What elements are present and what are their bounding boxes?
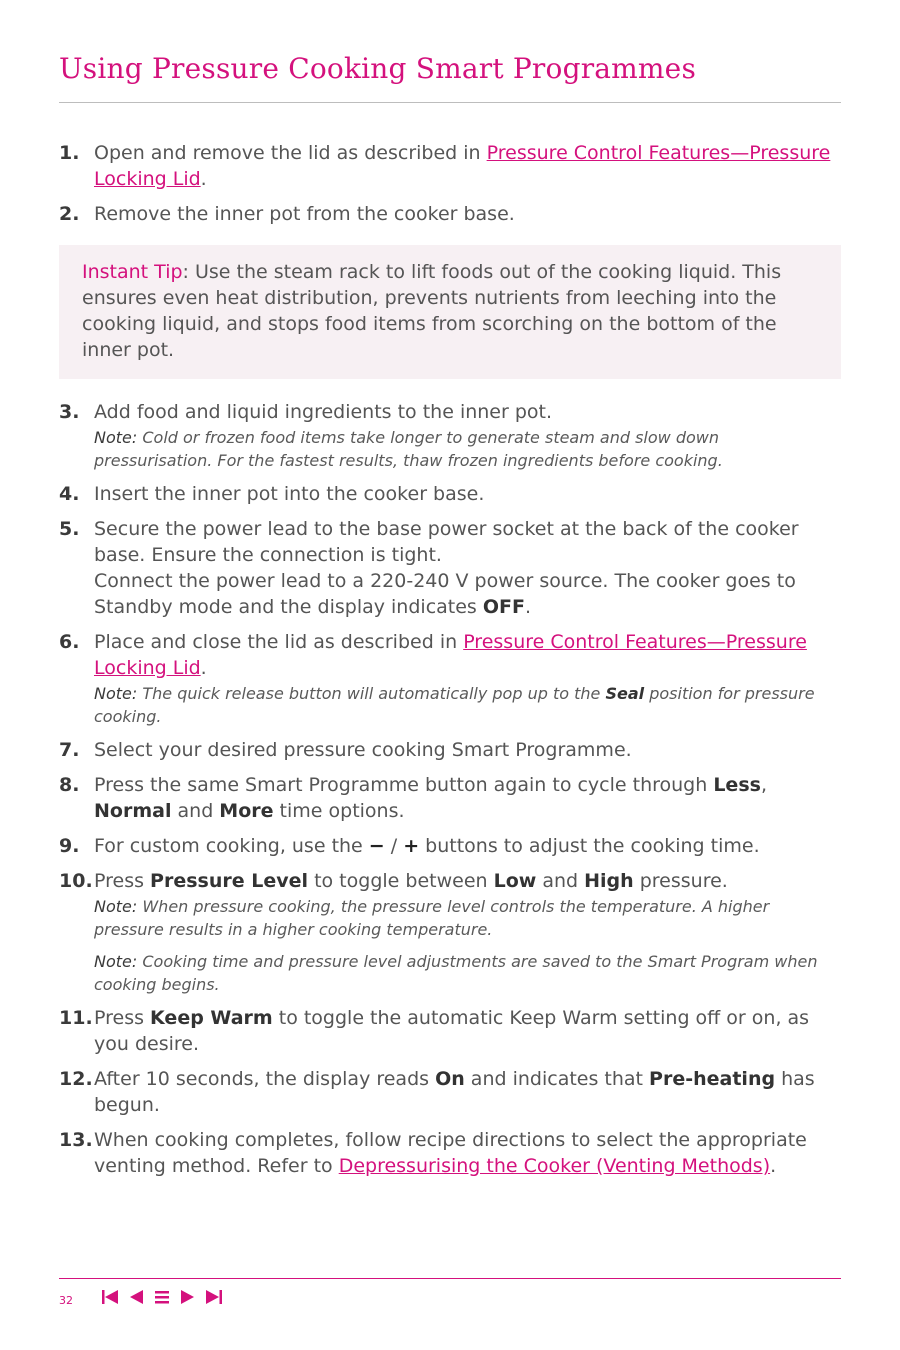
step-number: 4. xyxy=(59,483,80,505)
less-keyword: Less xyxy=(713,774,761,796)
step-5 xyxy=(59,516,841,620)
note-text-2: position for pressure cooking. xyxy=(94,684,815,726)
depressurising-link[interactable]: Depressurising the Cooker (Venting Methods) xyxy=(338,1155,771,1177)
first-page-icon[interactable] xyxy=(101,1288,119,1306)
low-keyword: Low xyxy=(493,870,537,892)
note-text: The quick release button will automatically pop up to the xyxy=(137,684,606,703)
step-number: 11. xyxy=(59,1007,93,1029)
step-text: to toggle the automatic Keep Warm setting off or on, as you desire. xyxy=(94,1007,810,1055)
page-navigation xyxy=(101,1288,223,1306)
step-3 xyxy=(59,399,841,472)
step-2 xyxy=(59,201,841,227)
note-text: Cooking time and pressure level adjustments are saved to the Smart Program when cooking begins. xyxy=(94,952,818,994)
next-page-icon[interactable] xyxy=(179,1288,197,1306)
normal-keyword: Normal xyxy=(94,800,172,822)
step-number: 7. xyxy=(59,739,80,761)
step-text: Add food and liquid ingredients to the inner pot. xyxy=(94,401,553,423)
step-text-2: Connect the power lead to a 220-240 V power source. The cooker goes to Standby mode and the display indicates xyxy=(94,570,796,618)
step-4 xyxy=(59,481,841,507)
step-number: 13. xyxy=(59,1129,93,1151)
step-text: time options. xyxy=(273,800,405,822)
step-10 xyxy=(59,868,841,996)
step-number: 5. xyxy=(59,518,80,540)
title-divider xyxy=(59,102,841,103)
step-text: Open and remove the lid as described in xyxy=(94,142,487,164)
instant-tip-box xyxy=(59,245,841,379)
step-text: Secure the power lead to the base power socket at the back of the cooker base. Ensure the connection is tight. xyxy=(94,518,799,566)
step-7 xyxy=(59,737,841,763)
last-page-icon[interactable] xyxy=(205,1288,223,1306)
step-text: For custom cooking, use the xyxy=(94,835,369,857)
punctuation: . xyxy=(525,596,532,618)
page-number: 32 xyxy=(59,1294,73,1307)
step-9 xyxy=(59,833,841,859)
tip-text: : Use the steam rack to lift foods out of the cooking liquid. This ensures even heat distribution, prevents nutrients from leeching into the cooking liquid, and stops food items from scorching on the bottom of the inner pot. xyxy=(82,261,782,361)
note-text: When pressure cooking, the pressure level controls the temperature. A higher pressure results in a higher cooking temperature. xyxy=(94,897,770,939)
lid-features-link[interactable]: Pressure Control Features—Pressure Locking Lid xyxy=(94,631,807,679)
step-text: and xyxy=(171,800,220,822)
step-text: Select your desired pressure cooking Smart Programme. xyxy=(94,739,632,761)
step-8 xyxy=(59,772,841,824)
pressure-level-keyword: Pressure Level xyxy=(150,870,309,892)
punctuation: . xyxy=(200,168,207,190)
step-text: , xyxy=(760,774,767,796)
note-text: Cold or frozen food items take longer to generate steam and slow down pressurisation. For the fastest results, thaw frozen ingredients before cooking. xyxy=(94,428,723,470)
step-11 xyxy=(59,1005,841,1057)
tip-label: Instant Tip xyxy=(82,261,183,283)
note-label: Note: xyxy=(94,428,138,447)
note-label: Note: xyxy=(94,897,138,916)
step-number: 3. xyxy=(59,401,80,423)
step-text: Press xyxy=(94,870,151,892)
step-text: / xyxy=(384,835,404,857)
step-6 xyxy=(59,629,841,728)
keep-warm-keyword: Keep Warm xyxy=(150,1007,273,1029)
step-12 xyxy=(59,1066,841,1118)
on-keyword: On xyxy=(435,1068,465,1090)
punctuation: . xyxy=(200,657,207,679)
step-number: 6. xyxy=(59,631,80,653)
step-text: Remove the inner pot from the cooker base. xyxy=(94,203,515,225)
step-text: and indicates that xyxy=(464,1068,650,1090)
step-note xyxy=(94,895,841,941)
step-1 xyxy=(59,140,841,192)
step-text: to toggle between xyxy=(308,870,494,892)
plus-keyword: + xyxy=(403,835,420,857)
step-13 xyxy=(59,1127,841,1179)
step-number: 12. xyxy=(59,1068,93,1090)
minus-keyword: − xyxy=(368,835,385,857)
step-text: pressure. xyxy=(633,870,728,892)
more-keyword: More xyxy=(219,800,274,822)
high-keyword: High xyxy=(584,870,634,892)
step-note-2 xyxy=(94,950,841,996)
step-number: 2. xyxy=(59,203,80,225)
step-number: 10. xyxy=(59,870,93,892)
step-text: buttons to adjust the cooking time. xyxy=(419,835,760,857)
step-text: Press the same Smart Programme button again to cycle through xyxy=(94,774,714,796)
footer-divider xyxy=(59,1278,841,1279)
step-text: and xyxy=(536,870,585,892)
step-text: Press xyxy=(94,1007,151,1029)
step-note xyxy=(94,426,841,472)
note-label: Note: xyxy=(94,952,138,971)
menu-icon[interactable] xyxy=(153,1288,171,1306)
seal-keyword: Seal xyxy=(605,684,645,703)
page-title: Using Pressure Cooking Smart Programmes xyxy=(59,52,697,85)
step-text: Insert the inner pot into the cooker base. xyxy=(94,483,485,505)
note-label: Note: xyxy=(94,684,138,703)
step-number: 8. xyxy=(59,774,80,796)
pre-heating-keyword: Pre-heating xyxy=(649,1068,776,1090)
steps-list xyxy=(59,140,841,1179)
previous-page-icon[interactable] xyxy=(127,1288,145,1306)
lid-features-link[interactable]: Pressure Control Features—Pressure Locking Lid xyxy=(94,142,831,190)
step-number: 1. xyxy=(59,142,80,164)
step-text: When cooking completes, follow recipe directions to select the appropriate venting method. Refer to xyxy=(94,1129,807,1177)
display-off-keyword: OFF xyxy=(482,596,525,618)
step-note xyxy=(94,682,841,728)
punctuation: . xyxy=(770,1155,777,1177)
step-text: has begun. xyxy=(94,1068,815,1116)
step-text: After 10 seconds, the display reads xyxy=(94,1068,436,1090)
step-number: 9. xyxy=(59,835,80,857)
step-text: Place and close the lid as described in xyxy=(94,631,464,653)
